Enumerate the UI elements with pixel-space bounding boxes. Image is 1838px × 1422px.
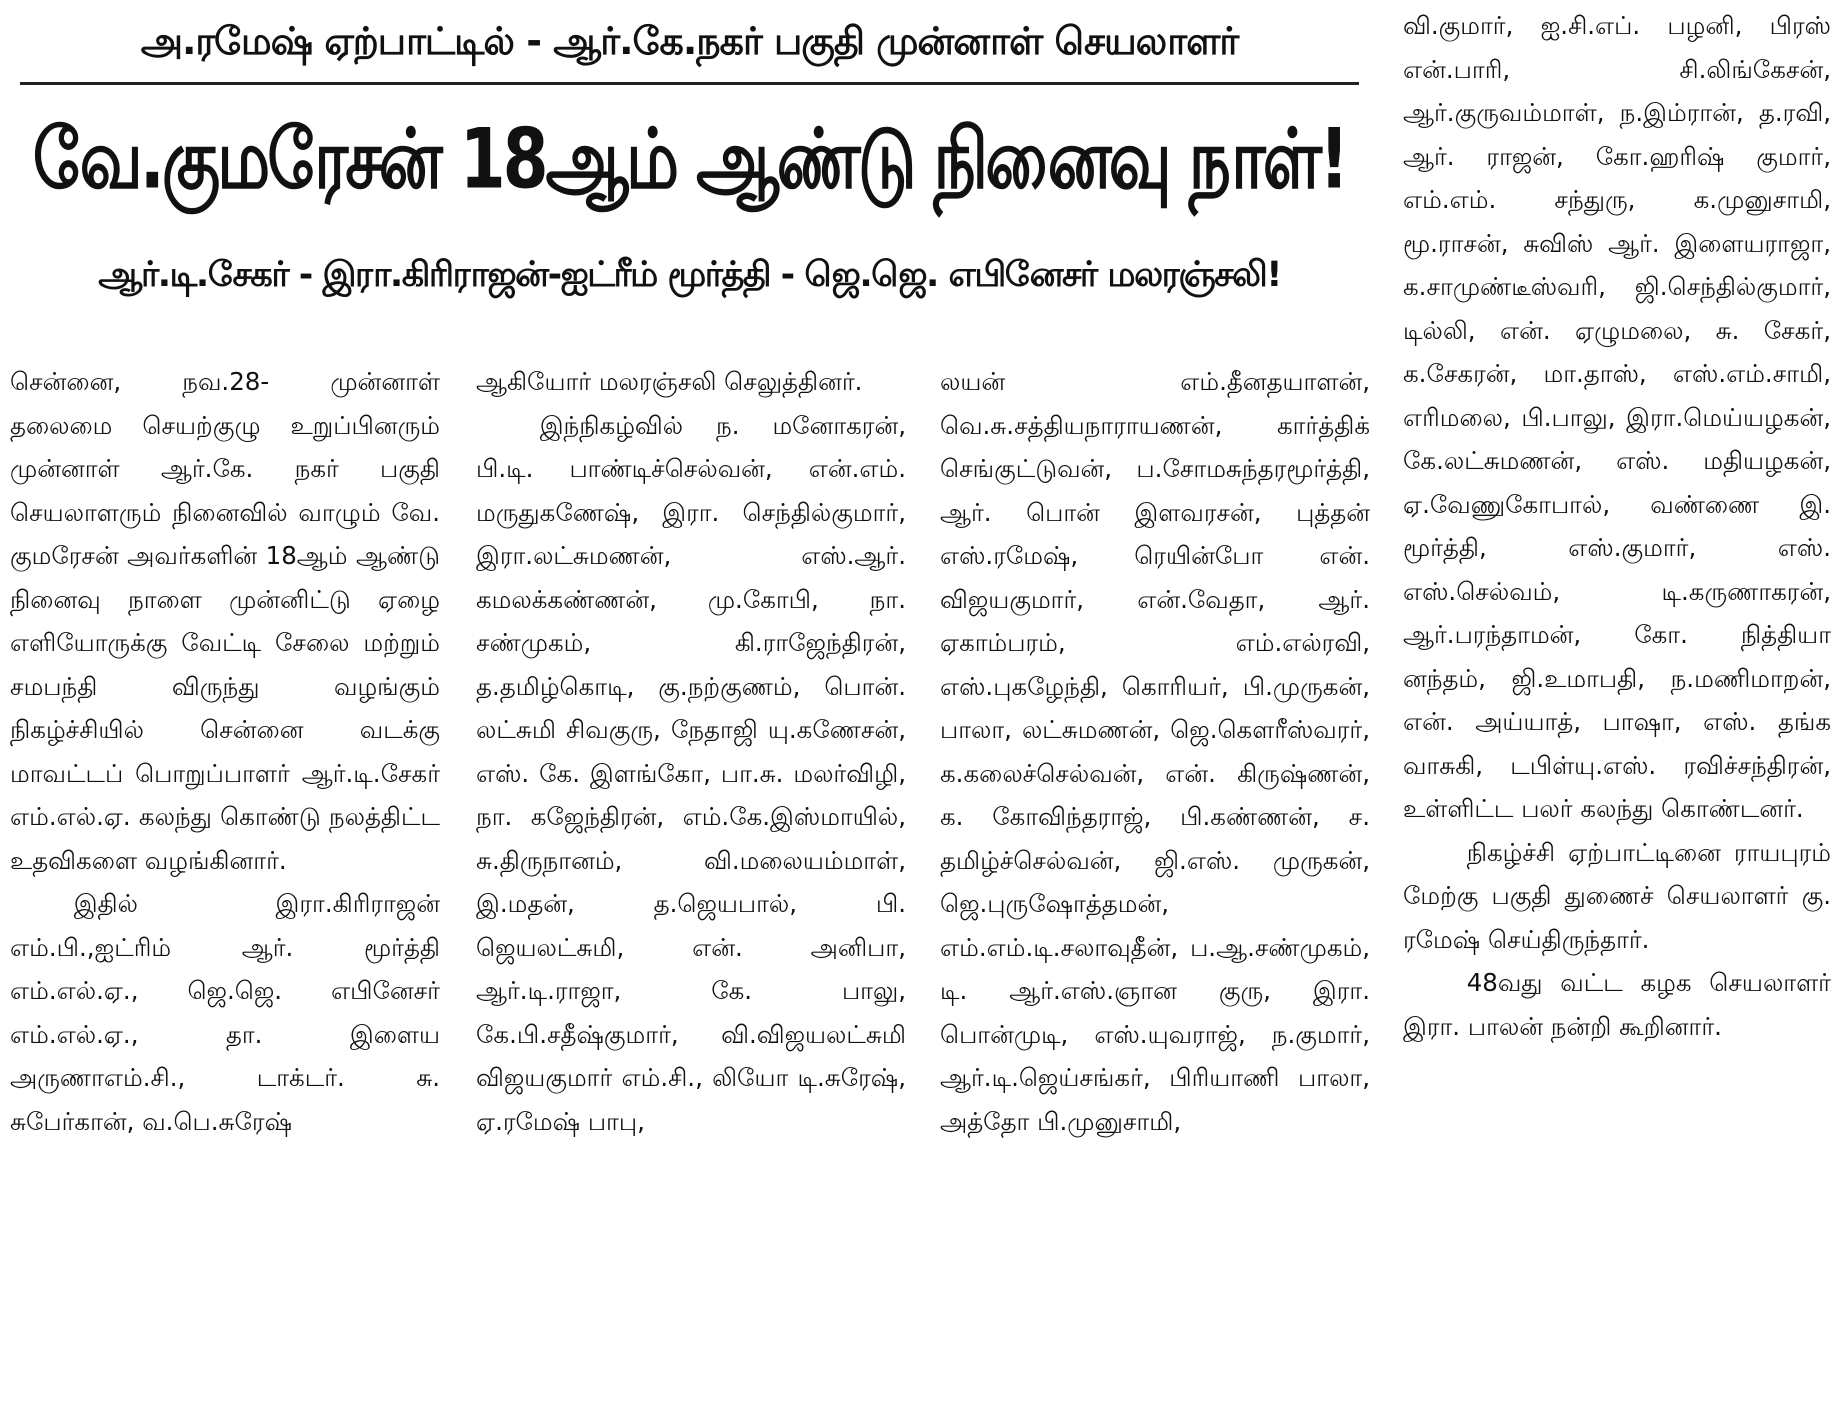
kicker-line: அ.ரமேஷ் ஏற்பாட்டில் - ஆர்.கே.நகர் பகுதி முன்னாள் செயலாளர் xyxy=(140,19,1239,63)
subheadline: ஆர்.டி.சேகர் - இரா.கிரிராஜன்-ஐட்ரீம் மூர்த்தி - ஜெ.ஜெ. எபினேசர் மலரஞ்சலி! xyxy=(98,255,1281,295)
column-1-paragraph-2: இதில் இரா.கிரிராஜன் எம்.பி.,ஐட்ரிம் ஆர். மூர்த்தி எம்.எல்.ஏ., ஜெ.ஜெ. எபினேசர் எம்.எல்.ஏ., தா. இளைய அருணாஎம்.சி., டாக்டர். சு. சுபேர்கான், வ.பெ.சுரேஷ் xyxy=(10,889,440,1136)
article-header xyxy=(12,0,1367,315)
column-2-paragraph-2: இந்நிகழ்வில் ந. மனோகரன், பி.டி. பாண்டிச்செல்வன், என்.எம். மருதுகணேஷ், இரா. செந்தில்குமார், இரா.லட்சுமணன், எஸ்.ஆர். கமலக்கண்ணன், மு.கோபி, நா. சண்முகம், கி.ராஜேந்திரன், த.தமிழ்கொடி, கு.நற்குணம், பொன். லட்சுமி சிவகுரு, நேதாஜி யு.கணேசன், எஸ். கே. இளங்கோ, பா.சு. மலர்விழி, நா. கஜேந்திரன், எம்.கே.இஸ்மாயில், சு.திருநானம், வி.மலையம்மாள், இ.மதன், த.ஜெயபால், பி. ஜெயலட்சுமி, என். அனிபா, ஆர்.டி.ராஜா, கே. பாலு, கே.பி.சதீஷ்குமார், வி.விஜயலட்சுமி விஜயகுமார் எம்.சி., லியோ டி.சுரேஷ், ஏ.ரமேஷ் பாபு, xyxy=(476,410,906,1136)
article-column-2 xyxy=(476,360,906,1422)
article-column-1 xyxy=(10,360,440,1422)
headline: வே.குமரேசன் 18ஆம் ஆண்டு நினைவு நாள்! xyxy=(32,111,1347,208)
column-4-paragraph-2: நிகழ்ச்சி ஏற்பாட்டினை ராயபுரம் மேற்கு பகுதி துணைச் செயலாளர் கு. ரமேஷ் செய்திருந்தார். xyxy=(1403,837,1831,954)
column-2-paragraph-1: ஆகியோர் மலரஞ்சலி செலுத்தினர். xyxy=(476,367,863,396)
column-3-paragraph-1: லயன் எம்.தீனதயாளன், வெ.சு.சத்தியநாராயணன், கார்த்திக் செங்குட்டுவன், ப.சோமசுந்தரமூர்த்தி, ஆர். பொன் இளவரசன், புத்தன் எஸ்.ரமேஷ், ரெயின்போ என். விஜயகுமார், என்.வேதா, ஆர். ஏகாம்பரம், எம்.எல்ரவி, எஸ்.புகழேந்தி, கொரியர், பி.முருகன், பாலா, லட்சுமணன், ஜெ.கௌரீஸ்வரர், க.கலைச்செல்வன், என். கிருஷ்ணன், க. கோவிந்தராஜ், பி.கண்ணன், ச. தமிழ்ச்செல்வன், ஜி.எஸ். முருகன், ஜெ.புருஷோத்தமன், எம்.எம்.டி.சலாவுதீன், ப.ஆ.சண்முகம், டி. ஆர்.எஸ்.ஞான குரு, இரா. பொன்முடி, எஸ்.யுவராஜ், ந.குமார், ஆர்.டி.ஜெய்சங்கர், பிரியாணி பாலா, அத்தோ பி.முனுசாமி, xyxy=(940,367,1370,1136)
article-column-3 xyxy=(940,360,1370,1422)
column-1-paragraph-1: சென்னை, நவ.28- முன்னாள் தலைமை செயற்குழு உறுப்பினரும் முன்னாள் ஆர்.கே. நகர் பகுதி செயலாளரும் நினைவில் வாழும் வே. குமரேசன் அவர்களின் 18ஆம் ஆண்டு நினைவு நாளை முன்னிட்டு ஏழை எளியோருக்கு வேட்டி சேலை மற்றும் சமபந்தி விருந்து வழங்கும் நிகழ்ச்சியில் சென்னை வடக்கு மாவட்டப் பொறுப்பாளர் ஆர்.டி.சேகர் எம்.எல்.ஏ. கலந்து கொண்டு நலத்திட்ட உதவிகளை வழங்கினார். xyxy=(10,367,440,875)
column-4-paragraph-1: வி.குமார், ஐ.சி.எப். பழனி, பிரஸ் என்.பாரி, சி.லிங்கேசன், ஆர்.குருவம்மாள், ந.இம்ரான், த.ரவி, ஆர். ராஜன், கோ.ஹரிஷ் குமார், எம்.எம். சந்துரு, க.முனுசாமி, மூ.ராசன், சுவிஸ் ஆர். இளையராஜா, க.சாமுண்டீஸ்வரி, ஜி.செந்தில்குமார், டில்லி, என். ஏழுமலை, சு. சேகர், க.சேகரன், மா.தாஸ், எஸ்.எம்.சாமி, எரிமலை, பி.பாலு, இரா.மெய்யழகன், கே.லட்சுமணன், எஸ். மதியழகன், ஏ.வேணுகோபால், வண்ணை இ. மூர்த்தி, எஸ்.குமார், எஸ். எஸ்.செல்வம், டி.கருணாகரன், ஆர்.பரந்தாமன், கோ. நித்தியா னந்தம், ஜி.உமாபதி, ந.மணிமாறன், என். அய்யாத், பாஷா, எஸ். தங்க வாசுகி, டபிள்யு.எஸ். ரவிச்சந்திரன், உள்ளிட்ட பலர் கலந்து கொண்டனர். xyxy=(1403,11,1831,823)
article-column-4 xyxy=(1403,4,1831,1422)
column-4-paragraph-3: 48வது வட்ட கழக செயலாளர் இரா. பாலன் நன்றி கூறினார். xyxy=(1403,968,1831,1041)
